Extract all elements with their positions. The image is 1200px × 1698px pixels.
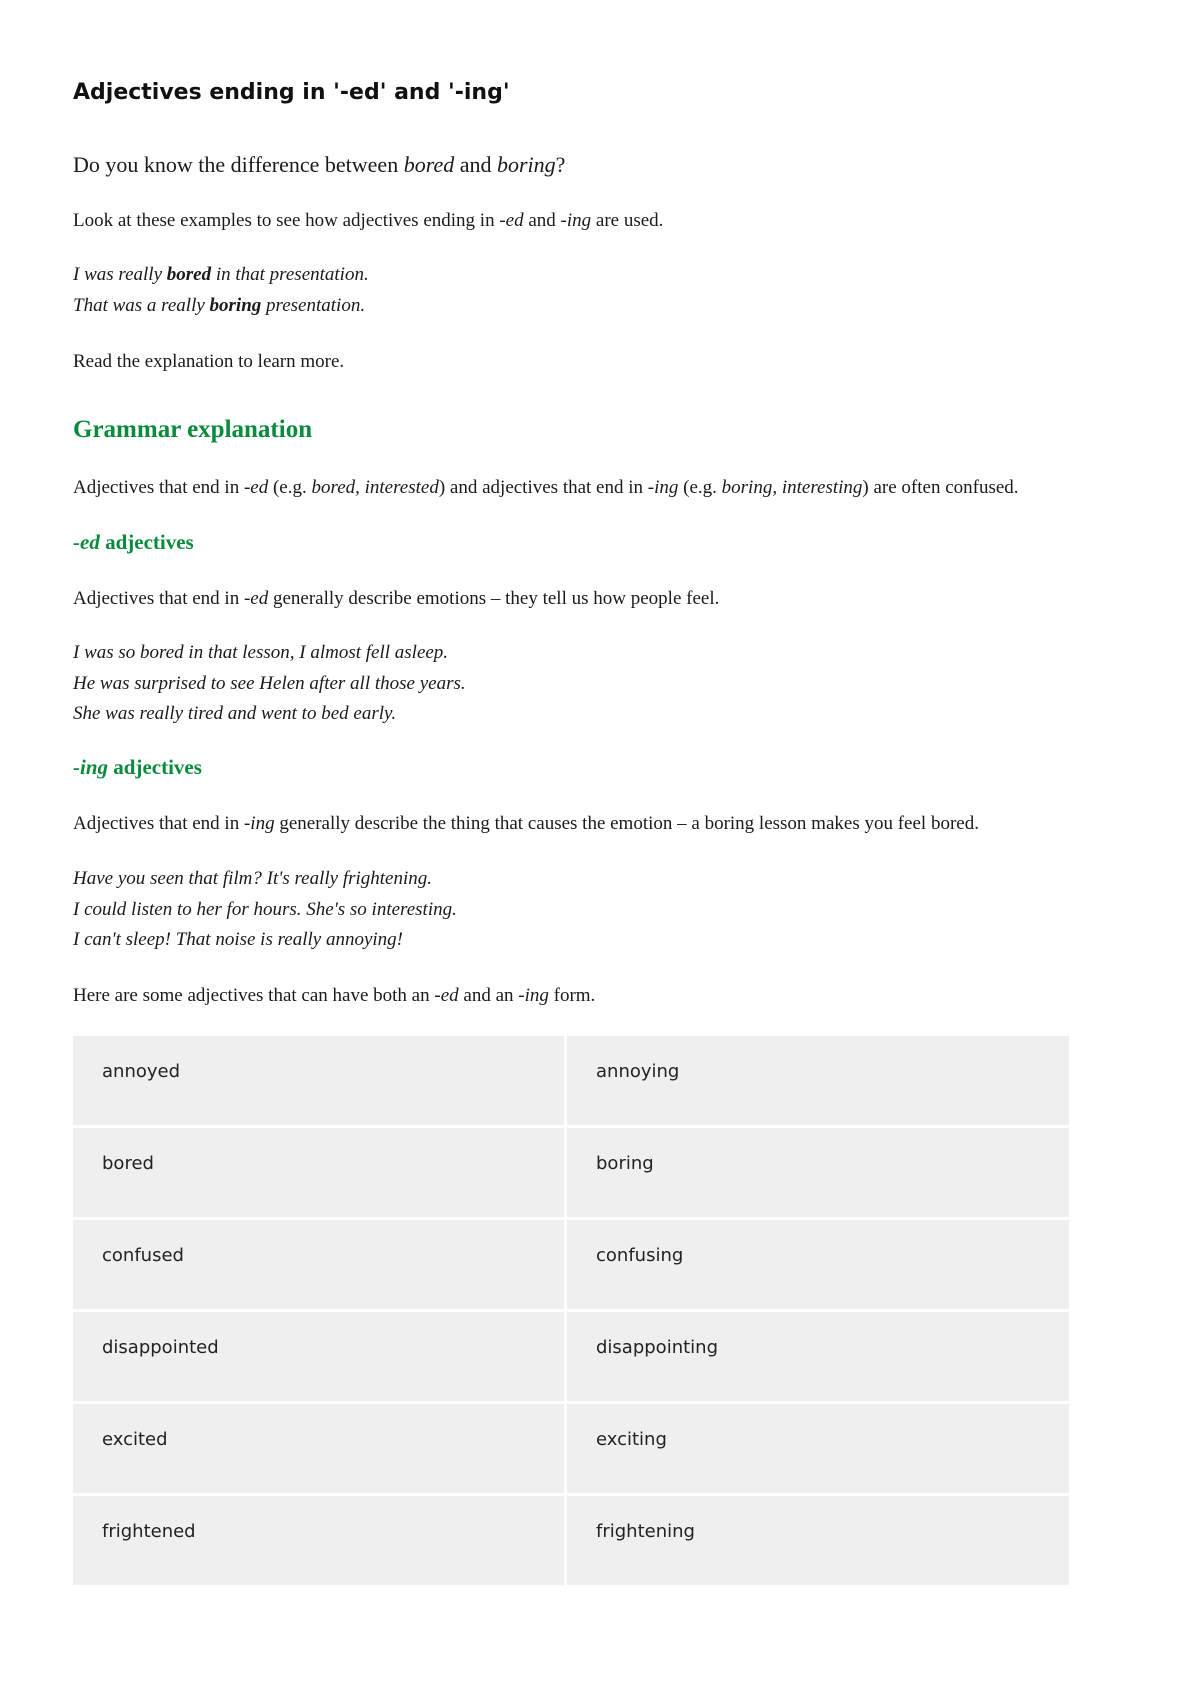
table-row xyxy=(73,1036,1069,1128)
intro-example-1: I was really bored in that presentation. xyxy=(73,264,369,285)
grammar-heading: Grammar explanation xyxy=(73,416,313,443)
ed-description: Adjectives that end in -ed generally describe emotions – they tell us how people feel. xyxy=(73,588,720,609)
ing-example-1: Have you seen that film? It's really frightening. xyxy=(73,868,433,889)
ing-form-cell: confusing xyxy=(567,1220,1069,1312)
ing-examples xyxy=(73,864,457,956)
both-forms-text: Here are some adjectives that can have both an -ed and an -ing form. xyxy=(73,985,596,1006)
ing-adjectives-heading: -ing adjectives xyxy=(73,755,202,779)
table-row xyxy=(73,1404,1069,1496)
ing-form-cell: frightening xyxy=(567,1496,1069,1588)
ed-form-cell: disappointed xyxy=(73,1312,567,1404)
ed-form-cell: frightened xyxy=(73,1496,567,1588)
ed-example-3: She was really tired and went to bed early. xyxy=(73,703,397,724)
intro-example-2: That was a really boring presentation. xyxy=(73,294,366,316)
intro-examples xyxy=(73,260,369,321)
grammar-confused-text: Adjectives that end in -ed (e.g. bored, interested) and adjectives that end in -ing (e.g. boring, interesting) are often confused. xyxy=(73,477,1019,498)
ing-form-cell: exciting xyxy=(567,1404,1069,1496)
table-row xyxy=(73,1496,1069,1588)
ed-example-2: He was surprised to see Helen after all those years. xyxy=(73,672,466,694)
ed-example-1: I was so bored in that lesson, I almost fell asleep. xyxy=(73,642,449,663)
ed-adjectives-heading: -ed adjectives xyxy=(73,530,194,554)
adjective-forms-table xyxy=(73,1036,1069,1588)
ing-form-cell: disappointing xyxy=(567,1312,1069,1404)
ed-examples xyxy=(73,638,466,730)
read-more-text: Read the explanation to learn more. xyxy=(73,351,345,372)
table-row xyxy=(73,1128,1069,1220)
table-row xyxy=(73,1312,1069,1404)
intro-question: Do you know the difference between bored and boring? xyxy=(73,152,566,177)
ed-form-cell: excited xyxy=(73,1404,567,1496)
ed-form-cell: bored xyxy=(73,1128,567,1220)
table-row xyxy=(73,1220,1069,1312)
ing-example-2: I could listen to her for hours. She's so interesting. xyxy=(73,898,457,920)
page-title: Adjectives ending in '-ed' and '-ing' xyxy=(73,80,510,105)
ing-description: Adjectives that end in -ing generally describe the thing that causes the emotion – a boring lesson makes you feel bored. xyxy=(73,813,979,834)
ed-form-cell: annoyed xyxy=(73,1036,567,1128)
ing-example-3: I can't sleep! That noise is really annoying! xyxy=(73,929,403,950)
ing-form-cell: annoying xyxy=(567,1036,1069,1128)
ing-form-cell: boring xyxy=(567,1128,1069,1220)
intro-look-text: Look at these examples to see how adjectives ending in -ed and -ing are used. xyxy=(73,210,664,231)
ed-form-cell: confused xyxy=(73,1220,567,1312)
